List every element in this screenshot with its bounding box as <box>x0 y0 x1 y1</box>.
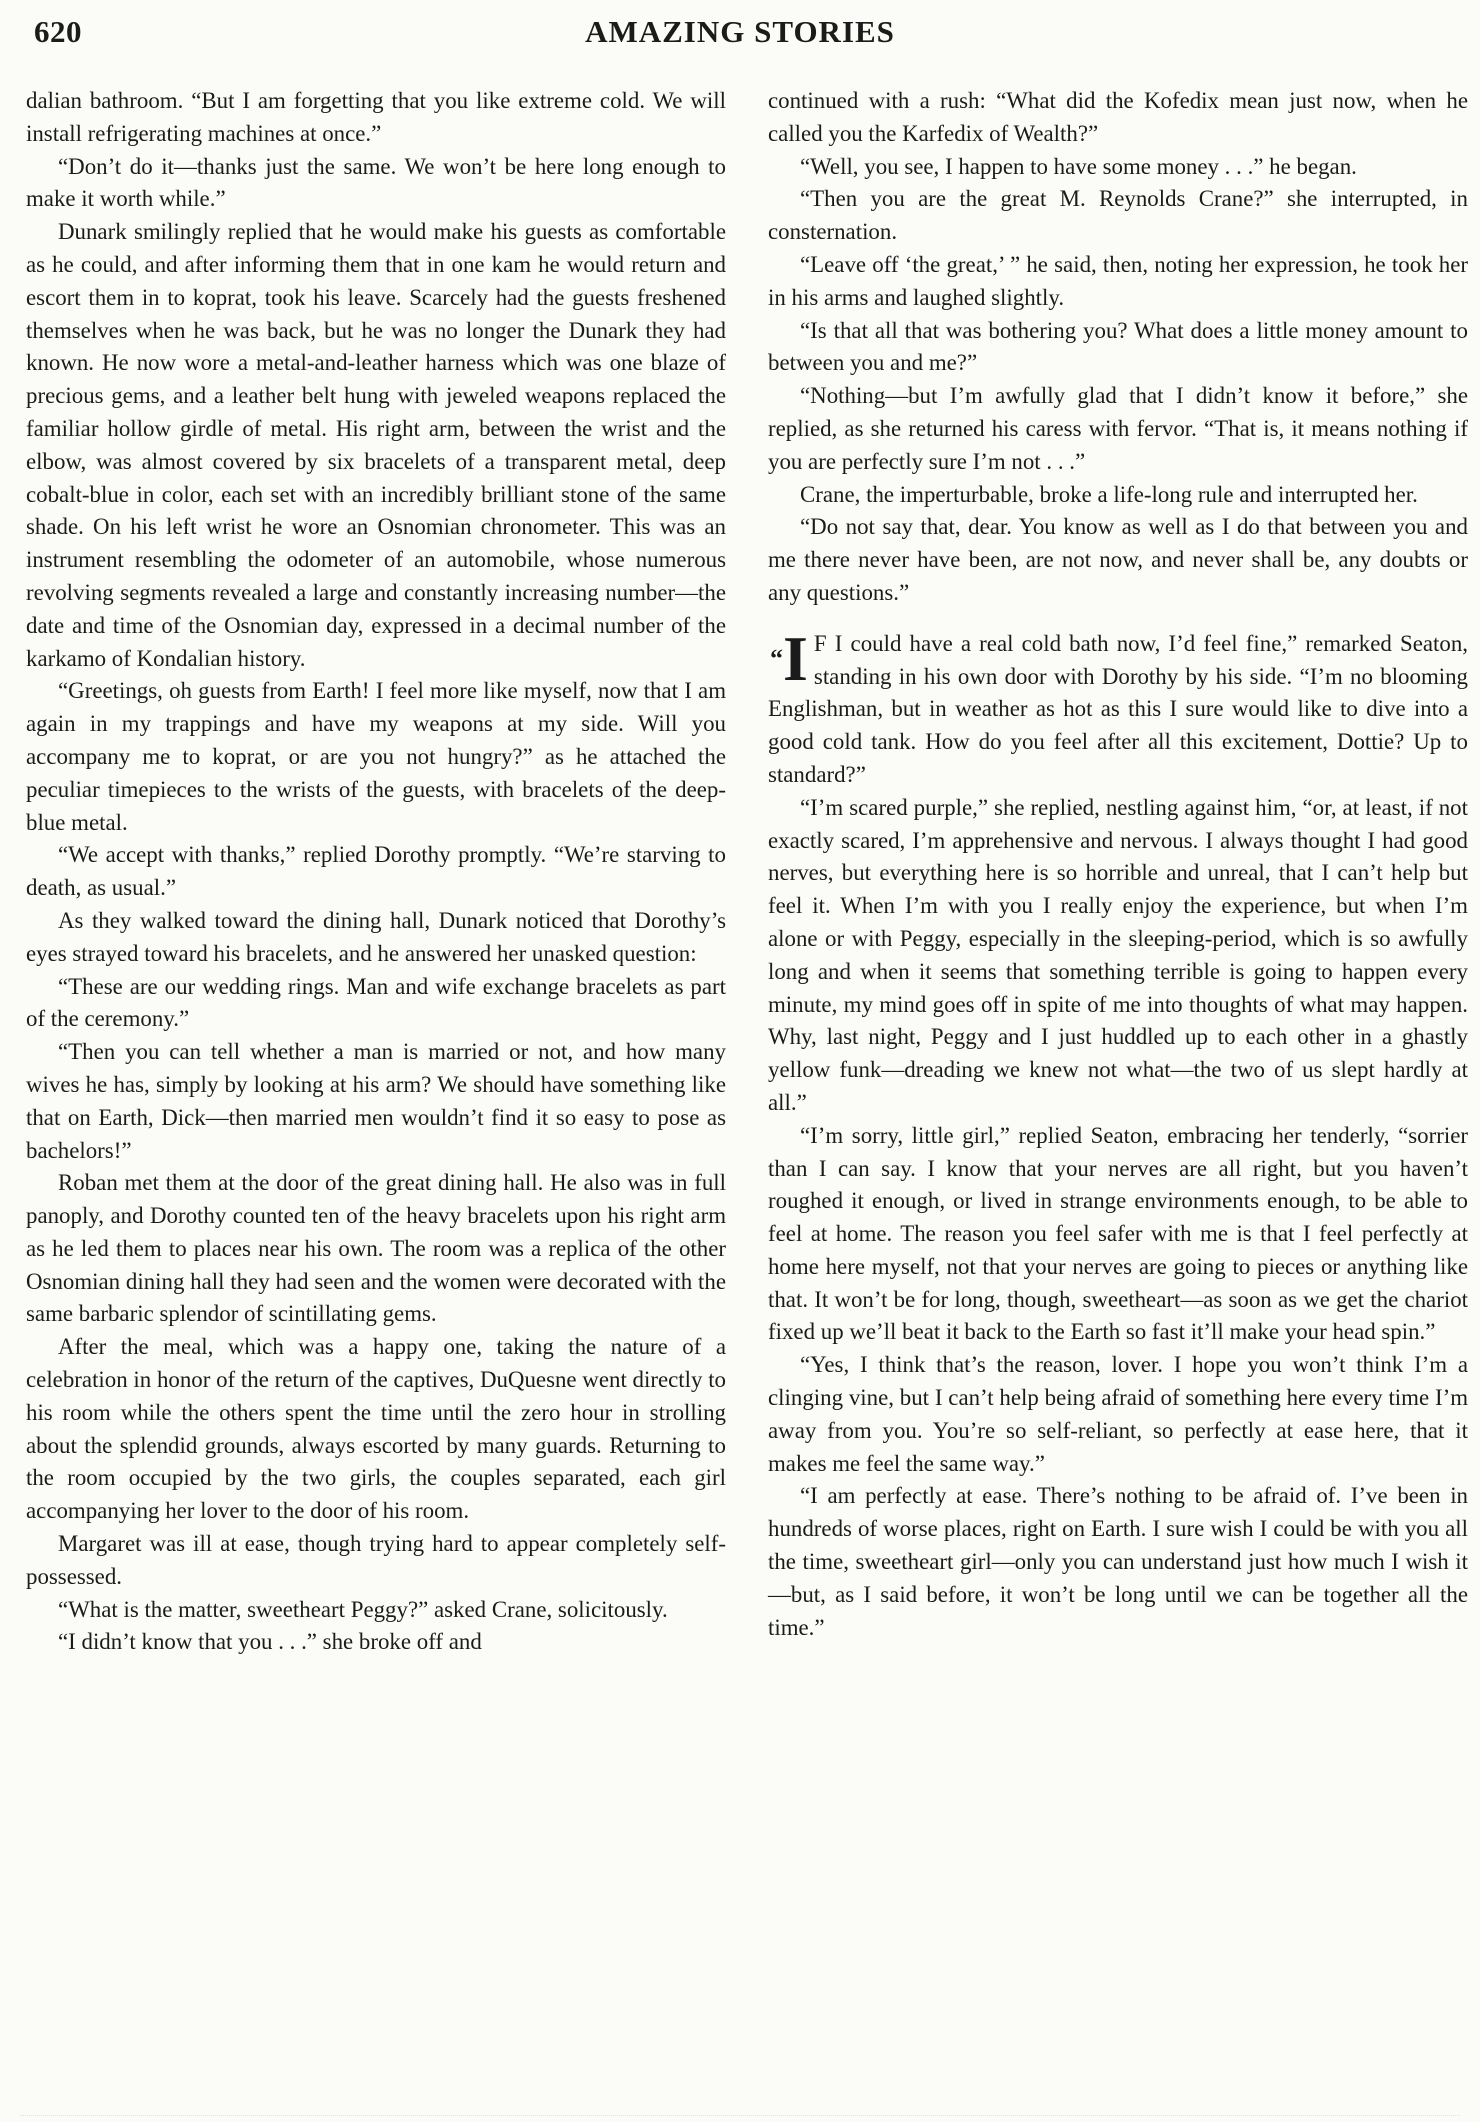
paragraph: “Well, you see, I happen to have some money . . .” he began. <box>800 153 1357 179</box>
paragraph: Crane, the imperturbable, broke a life-long rule and interrupted her. <box>800 481 1418 507</box>
drop-cap-quote: “ <box>770 643 783 673</box>
paragraph: “We accept with thanks,” replied Dorothy promptly. “We’re starving to death, as usual.” <box>26 842 726 901</box>
paragraph: “These are our wedding rings. Man and wife exchange bracelets as part of the ceremony.” <box>26 973 726 1032</box>
paragraph: “Nothing—but I’m awfully glad that I didn’t know it before,” she replied, as she returned his caress with fervor. “That is, it means nothing if you are perfectly sure I’m not . . .” <box>768 383 1468 474</box>
paragraph: continued with a rush: “What did the Kofedix mean just now, when he called you the Karfedix of Wealth?” <box>768 88 1468 146</box>
drop-cap-text: F I could have a real cold bath now, I’d feel fine,” remarked Seaton, standing in his own door with Dorothy by his side. “I’m no blooming Englishman, but in weather as hot as this I sure would like to dive into a good cold tank. How do you feel after all this excitement, Dottie? Up to standard?” <box>768 630 1468 787</box>
paragraph: “Is that all that was bothering you? What does a little money amount to between you and me?” <box>768 317 1468 376</box>
drop-cap-paragraph <box>768 622 1468 792</box>
left-column <box>26 85 726 1659</box>
drop-cap-letter: I <box>783 622 808 694</box>
paragraph: Roban met them at the door of the great dining hall. He also was in full panoply, and Dorothy counted ten of the heavy bracelets upon his right arm as he led them to places near his own. The room was a replica of the other Osnomian dining hall they had seen and the women were decorated with the same barbaric splendor of scintillating gems. <box>26 1170 726 1327</box>
paragraph: “I’m scared purple,” she replied, nestling against him, “or, at least, if not exactly scared, I’m apprehensive and nervous. I always thought I had good nerves, but everything here is so horrible and unreal, that I can’t help but feel it. When I’m with you I really enjoy the experience, but when I’m alone or with Peggy, especially in the sleeping-period, which is so awfully long and when it seems that something terrible is going to happen every minute, my mind goes off in spite of me into thoughts of what may happen. Why, last night, Peggy and I just huddled up to each other in a ghastly yellow funk—dreading we knew not what—the two of us slept hardly at all.” <box>768 794 1468 1115</box>
scan-edge <box>20 2107 1460 2116</box>
paragraph: Margaret was ill at ease, though trying hard to appear completely self-possessed. <box>26 1531 726 1589</box>
paragraph: “Do not say that, dear. You know as well as I do that between you and me there never have been, are not now, and never shall be, any doubts or any questions.” <box>768 514 1468 605</box>
paragraph: After the meal, which was a happy one, taking the nature of a celebration in honor of the return of the captives, DuQuesne went directly to his room while the others spent the time until the zero hour in strolling about the splendid grounds, always escorted by many guards. Returning to the room occupied by the two girls, the couples separated, each girl accompanying her lover to the door of his room. <box>26 1334 726 1524</box>
paragraph: dalian bathroom. “But I am forgetting that you like extreme cold. We will install refrigerating machines at once.” <box>26 88 726 146</box>
paragraph: “Don’t do it—thanks just the same. We won’t be here long enough to make it worth while.” <box>26 153 726 212</box>
paragraph: “Then you are the great M. Reynolds Crane?” she interrupted, in consternation. <box>768 186 1468 245</box>
paragraph: “Then you can tell whether a man is married or not, and how many wives he has, simply by looking at his arm? We should have something like that on Earth, Dick—then married men wouldn’t find it so easy to pose as bachelors!” <box>26 1039 726 1163</box>
page-number: 620 <box>34 14 82 49</box>
page-header <box>34 14 1446 58</box>
paragraph: “I’m sorry, little girl,” replied Seaton, embracing her tenderly, “sorrier than I can say. I know that your nerves are all right, but you haven’t roughed it enough, or lived in strange environments enough, to be able to feel at home. The reason you feel safer with me is that I feel perfectly at home here myself, not that your nerves are going to pieces or anything like that. It won’t be for long, though, sweetheart—as soon as we get the chariot fixed up we’ll beat it back to the Earth so fast it’ll make your head spin.” <box>768 1122 1468 1345</box>
right-column <box>768 85 1468 1644</box>
paragraph: “What is the matter, sweetheart Peggy?” asked Crane, solicitously. <box>58 1596 668 1622</box>
drop-cap <box>770 622 808 694</box>
paragraph: Dunark smilingly replied that he would make his guests as comfortable as he could, and after informing them that in one kam he would return and escort them in to koprat, took his leave. Scarcely had the guests freshened themselves when he was back, but he was no longer the Dunark they had known. He now wore a metal-and-leather harness which was one blaze of precious gems, and a leather belt hung with jeweled weapons replaced the familiar hollow girdle of metal. His right arm, between the wrist and the elbow, was almost covered by six bracelets of a transparent metal, deep cobalt-blue in color, each set with an incredibly brilliant stone of the same shade. On his left wrist he wore an Osnomian chronometer. This was an instrument resembling the odometer of an automobile, whose numerous revolving segments revealed a large and constantly increasing number—the date and time of the Osnomian day, expressed in a decimal number of the karkamo of Kondalian history. <box>26 219 726 671</box>
paragraph: “I didn’t know that you . . .” she broke off and <box>58 1629 482 1655</box>
paragraph: “Greetings, oh guests from Earth! I feel more like myself, now that I am again in my trappings and have my weapons at my side. Will you accompany me to koprat, or are you not hungry?” as he attached the peculiar timepieces to the wrists of the guests, with bracelets of the deep-blue metal. <box>26 678 726 835</box>
running-title: AMAZING STORIES <box>585 14 895 49</box>
paragraph: As they walked toward the dining hall, Dunark noticed that Dorothy’s eyes strayed toward his bracelets, and he answered her unasked question: <box>26 907 726 966</box>
paragraph: “I am perfectly at ease. There’s nothing to be afraid of. I’ve been in hundreds of worse places, right on Earth. I sure wish I could be with you all the time, sweetheart girl—only you can understand just how much I wish it—but, as I said before, it won’t be long until we can be together all the time.” <box>768 1483 1468 1640</box>
section-break <box>768 610 1468 628</box>
paragraph: “Yes, I think that’s the reason, lover. I hope you won’t think I’m a clinging vine, but I can’t help being afraid of something here every time I’m away from you. You’re so self-reliant, so perfectly at ease here, that it makes me feel the same way.” <box>768 1352 1468 1476</box>
paragraph: “Leave off ‘the great,’ ” he said, then, noting her expression, he took her in his arms and laughed slightly. <box>768 251 1468 310</box>
